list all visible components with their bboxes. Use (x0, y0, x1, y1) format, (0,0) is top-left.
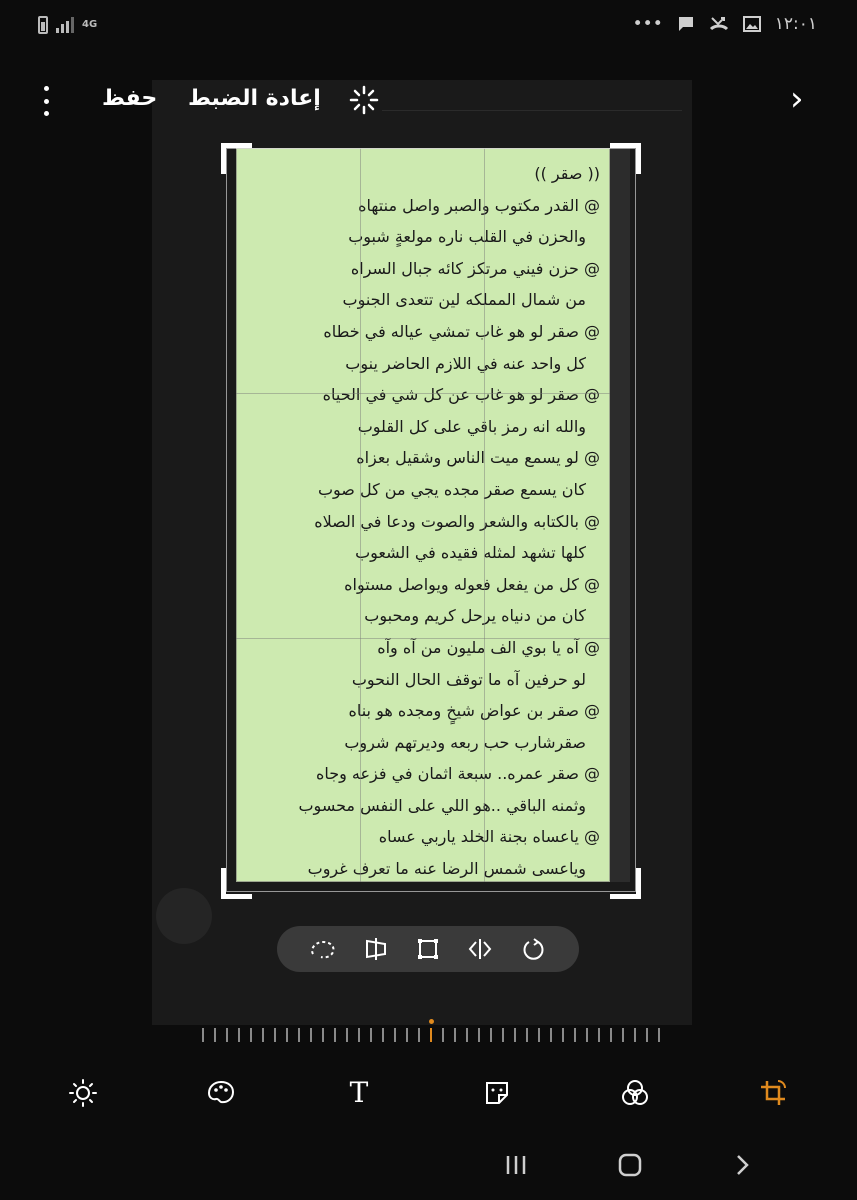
crop-handle-top-left[interactable] (221, 143, 252, 174)
poem-line: (( صقر )) (534, 164, 600, 183)
ruler-tick (634, 1028, 636, 1042)
ruler-tick (610, 1028, 612, 1042)
brightness-icon[interactable] (66, 1076, 100, 1110)
lasso-icon[interactable] (309, 935, 337, 963)
system-nav-bar (0, 1140, 857, 1190)
ruler-center-mark (430, 1028, 432, 1042)
ruler-tick (370, 1028, 372, 1042)
rotate-icon[interactable] (519, 935, 547, 963)
poem-line: وثمنه الباقي ..هو اللي على النفس محسوب (298, 795, 586, 815)
ruler-tick (358, 1028, 360, 1042)
straighten-ruler[interactable] (196, 1020, 666, 1044)
status-bar (0, 0, 857, 60)
signal-icon (56, 17, 74, 33)
poem-line: @ كل من يفعل فعوله ويواصل مستواه (344, 574, 600, 594)
poem-line: @ حزن فيني مرتكز كائه جبال السراه (350, 258, 600, 278)
ruler-tick (490, 1028, 492, 1042)
crop-handle-top-right[interactable] (610, 143, 641, 174)
crop-grid-line (236, 393, 610, 394)
auto-straighten-icon[interactable] (348, 84, 380, 116)
crop-toolbar (277, 926, 579, 972)
ruler-tick (646, 1028, 648, 1042)
poem-line: @ صقر بن عواض شيخٍ ومجده هو بناه (348, 701, 600, 721)
ruler-tick (658, 1028, 660, 1042)
ruler-tick (394, 1028, 396, 1042)
poem-line: لو حرفين آه ما توقف الحال النحوب (351, 669, 586, 689)
poem-line: والله انه رمز باقي على كل القلوب (357, 416, 586, 436)
ruler-tick (622, 1028, 624, 1042)
ruler-tick (418, 1028, 420, 1042)
ruler-tick (538, 1028, 540, 1042)
status-right (633, 14, 817, 34)
ruler-tick (238, 1028, 240, 1042)
ruler-tick (442, 1028, 444, 1042)
poem-line: @ القدر مكتوب والصبر واصل منتهاه (358, 195, 600, 215)
poem-line: كل واحد عنه في اللازم الحاضر ينوب (345, 353, 586, 373)
poem-text (240, 158, 600, 885)
ruler-tick (382, 1028, 384, 1042)
ruler-tick (214, 1028, 216, 1042)
poem-line: كان يسمع صقر مجده يجي من كل صوب (317, 479, 586, 499)
poem-line: وياعسى شمس الرضا عنه ما تعرف غروب (307, 859, 586, 879)
forward-chevron-icon[interactable]: › (790, 79, 804, 119)
poem-line: كان من دنياه يرحل كريم ومحبوب (364, 606, 586, 626)
crop-rotate-icon[interactable] (756, 1076, 790, 1110)
missed-call-icon (709, 15, 729, 33)
home-icon[interactable] (612, 1150, 648, 1180)
recents-icon[interactable] (498, 1150, 534, 1180)
poem-line: من شمال المملكه لين تتعدى الجنوب (342, 290, 586, 310)
ruler-tick (454, 1028, 456, 1042)
battery-icon (38, 16, 48, 34)
ruler-tick (322, 1028, 324, 1042)
effects-icon[interactable] (618, 1076, 652, 1110)
ruler-tick (466, 1028, 468, 1042)
ruler-tick (262, 1028, 264, 1042)
ruler-tick (586, 1028, 588, 1042)
message-icon (677, 15, 695, 33)
crop-grid-line (484, 148, 485, 882)
save-button[interactable]: حفظ (102, 86, 158, 111)
crop-handle-bottom-left[interactable] (221, 868, 252, 899)
aspect-ratio-icon[interactable] (414, 935, 442, 963)
background-mic-shape (156, 888, 212, 944)
ruler-tick (550, 1028, 552, 1042)
poem-line: @ صقر لو هو غاب تمشي عياله في خطاه (323, 321, 600, 341)
ruler-tick (334, 1028, 336, 1042)
ruler-tick (526, 1028, 528, 1042)
network-type: 4G (82, 19, 98, 30)
outside-crop-shade (610, 148, 630, 882)
ruler-tick (286, 1028, 288, 1042)
ruler-tick (250, 1028, 252, 1042)
text-tool-icon[interactable]: T (349, 1076, 369, 1109)
more-notifications-icon: ••• (632, 14, 663, 34)
flip-icon[interactable] (466, 935, 494, 963)
poem-line: @ ياعساه بجنة الخلد ياربي عساه (378, 827, 600, 847)
ruler-tick (514, 1028, 516, 1042)
status-left (38, 16, 97, 34)
ruler-tick (298, 1028, 300, 1042)
crop-grid-line (360, 148, 361, 882)
ruler-indicator-dot (429, 1019, 434, 1024)
ruler-tick (346, 1028, 348, 1042)
perspective-icon[interactable] (362, 935, 390, 963)
crop-handle-bottom-right[interactable] (610, 868, 641, 899)
poem-line: @ آه يا بوي الف مليون من آه وآه (377, 637, 600, 657)
sticker-icon[interactable] (480, 1076, 514, 1110)
gallery-icon (743, 15, 761, 33)
poem-line: @ صقر لو هو غاب عن كل شي في الحياه (322, 385, 600, 405)
poem-line: والحزن في القلب ناره مولعةٍ شبوب (348, 227, 586, 247)
ruler-tick (478, 1028, 480, 1042)
poem-line: كلها تشهد لمثله فقيده في الشعوب (355, 543, 586, 563)
ruler-tick (574, 1028, 576, 1042)
ruler-tick (310, 1028, 312, 1042)
ruler-tick (202, 1028, 204, 1042)
poem-line: @ صقر عمره.. سبعة اثمان في فزعه وجاه (315, 764, 600, 784)
ruler-tick (598, 1028, 600, 1042)
editor-tools-bar (0, 1068, 857, 1118)
crop-grid-line (236, 638, 610, 639)
reset-button[interactable]: إعادة الضبط (188, 86, 321, 111)
editor-top-bar (0, 64, 857, 134)
poem-line: @ لو يسمع ميت الناس وشقيل بعزاه (356, 448, 600, 468)
more-options-icon[interactable] (36, 86, 56, 116)
ruler-tick (562, 1028, 564, 1042)
poem-line: @ بالكتابه والشعر والصوت ودعا في الصلاه (314, 511, 600, 531)
back-icon[interactable] (724, 1150, 760, 1180)
ruler-tick (274, 1028, 276, 1042)
ruler-tick (502, 1028, 504, 1042)
filter-palette-icon[interactable] (204, 1076, 238, 1110)
ruler-tick (406, 1028, 408, 1042)
ruler-tick (226, 1028, 228, 1042)
clock: ١٢:٠١ (774, 14, 817, 34)
poem-line: صقرشارب حب ربعه وديرتهم شروب (344, 732, 586, 752)
